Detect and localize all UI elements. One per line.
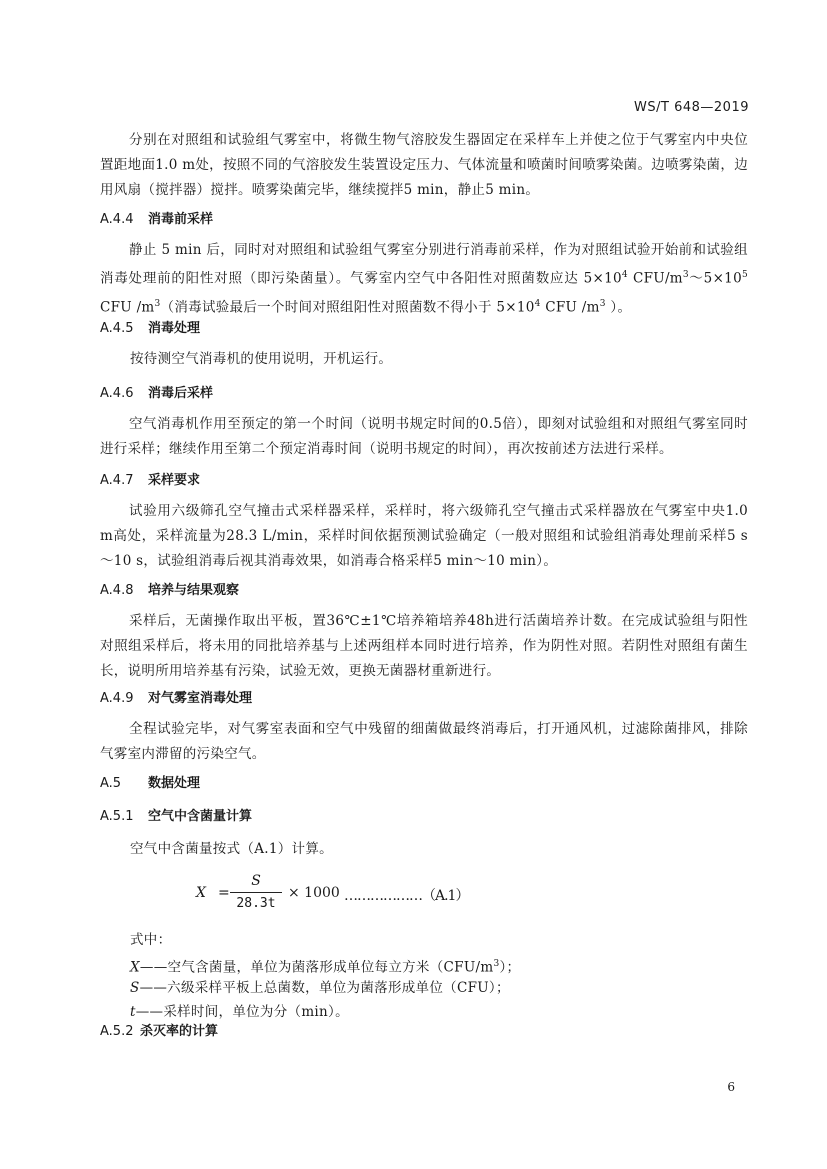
section-a44-text: 静止 5 min 后，同时对对照组和试验组气雾室分别进行消毒前采样，作为对照组试验开始前和试验组消毒处理前的阳性对照（即污染菌量）。气雾室内空气中各阳性对照菌数应达 $5\times 10^4$ CFU/$m^3\sim 5\times 10^5$ CFU $/m^3$（消毒试验最后一个时间对照组阳性对照菌数不得小于 $5\times 10^4$ CFU $/m^3$ ）。: [100, 242, 748, 315]
section-a49-text: 全程试验完毕，对气雾室表面和空气中残留的细菌做最终消毒后，打开通风机，过滤除菌排风，排除气雾室内滞留的污染空气。: [100, 721, 748, 762]
formula-multiplier: × 1000: [288, 885, 340, 901]
section-a49-heading: [100, 688, 252, 710]
section-number: A.5.2: [100, 1024, 134, 1039]
section-title: 消毒处理: [148, 321, 201, 336]
section-a45-text: 按待测空气消毒机的使用说明，开机运行。: [130, 351, 393, 367]
document-number: WS/T 648—2019: [634, 100, 749, 115]
section-title: 采样要求: [148, 473, 201, 488]
section-title: 数据处理: [148, 776, 201, 791]
section-title: 对气雾室消毒处理: [148, 691, 253, 706]
section-a48-heading: [100, 580, 239, 602]
section-a46-text: 空气消毒机作用至预定的第一个时间（说明书规定时间的0.5倍），即刻对试验组和对照组气雾室同时进行采样；继续作用至第二个预定消毒时间（说明书规定的时间），再次按前述方法进行采样。: [100, 416, 748, 457]
formula-numerator: S: [251, 873, 261, 889]
formula-lhs: X: [196, 885, 206, 901]
formula-denominator: 28.3t: [236, 896, 276, 911]
section-a51-heading: [100, 806, 252, 828]
section-a46-heading: [100, 383, 213, 405]
section-a52-heading: [100, 1021, 218, 1043]
section-title: 培养与结果观察: [148, 583, 240, 598]
section-a45-heading: [100, 318, 200, 340]
section-a5-heading: [100, 773, 200, 795]
section-number: A.4.6: [100, 386, 134, 401]
section-a51-text: 空气中含菌量按式（A.1）计算。: [130, 841, 333, 857]
section-a48-text: 采样后，无菌操作取出平板，置36℃±1℃培养箱培养48h进行活菌培养计数。在完成试验组与阳性对照组采样后，将未用的同批培养基与上述两组样本同时进行培养，作为阴性对照。若阴性对照组有菌生长，说明所用培养基有污染，试验无效，更换无菌器材重新进行。: [100, 613, 748, 679]
intro-paragraph: 分别在对照组和试验组气雾室中，将微生物气溶胶发生器固定在采样车上并使之位于气雾室内中央位置距地面1.0 m处，按照不同的气溶胶发生装置设定压力、气体流量和喷菌时间喷雾染菌。边喷雾染菌，边用风扇（搅拌器）搅拌。喷雾染菌完毕，继续搅拌5 min，静止5 min。: [100, 132, 748, 198]
definition-s: S——六级采样平板上总菌数，单位为菌落形成单位（CFU）；: [130, 980, 510, 996]
section-title: 空气中含菌量计算: [148, 809, 253, 824]
formula-fraction: [230, 872, 282, 913]
formula-label: ………………（A.1）: [344, 888, 469, 904]
section-number: A.5: [100, 776, 122, 791]
section-number: A.4.7: [100, 473, 134, 488]
section-a47-heading: [100, 470, 200, 492]
section-title: 消毒前采样: [148, 212, 214, 227]
section-number: A.4.8: [100, 583, 134, 598]
section-number: A.4.5: [100, 321, 134, 336]
section-title: 杀灭率的计算: [140, 1024, 219, 1039]
formula-equals: =: [218, 885, 230, 901]
fraction-bar: [230, 892, 282, 893]
section-number: A.4.9: [100, 691, 134, 706]
page-number: 6: [727, 1080, 735, 1094]
section-a47-text: 试验用六级筛孔空气撞击式采样器采样，采样时，将六级筛孔空气撞击式采样器放在气雾室中央1.0 m高处，采样流量为28.3 L/min，采样时间依据预测试验确定（一般对照组和试验组消毒处理前采样5 s～10 s，试验组消毒后视其消毒效果，如消毒合格采样5 min～10 min）。: [100, 503, 748, 569]
formula-a1: [196, 872, 616, 918]
section-number: A.5.1: [100, 809, 134, 824]
section-a44-heading: [100, 209, 213, 231]
definition-x: X——空气含菌量，单位为菌落形成单位每立方米$(CFU/m^3)$；: [130, 959, 521, 976]
section-title: 消毒后采样: [148, 386, 214, 401]
where-label: 式中：: [130, 932, 172, 948]
section-number: A.4.4: [100, 212, 134, 227]
definition-t: t——采样时间，单位为分（min）。: [130, 1004, 349, 1020]
